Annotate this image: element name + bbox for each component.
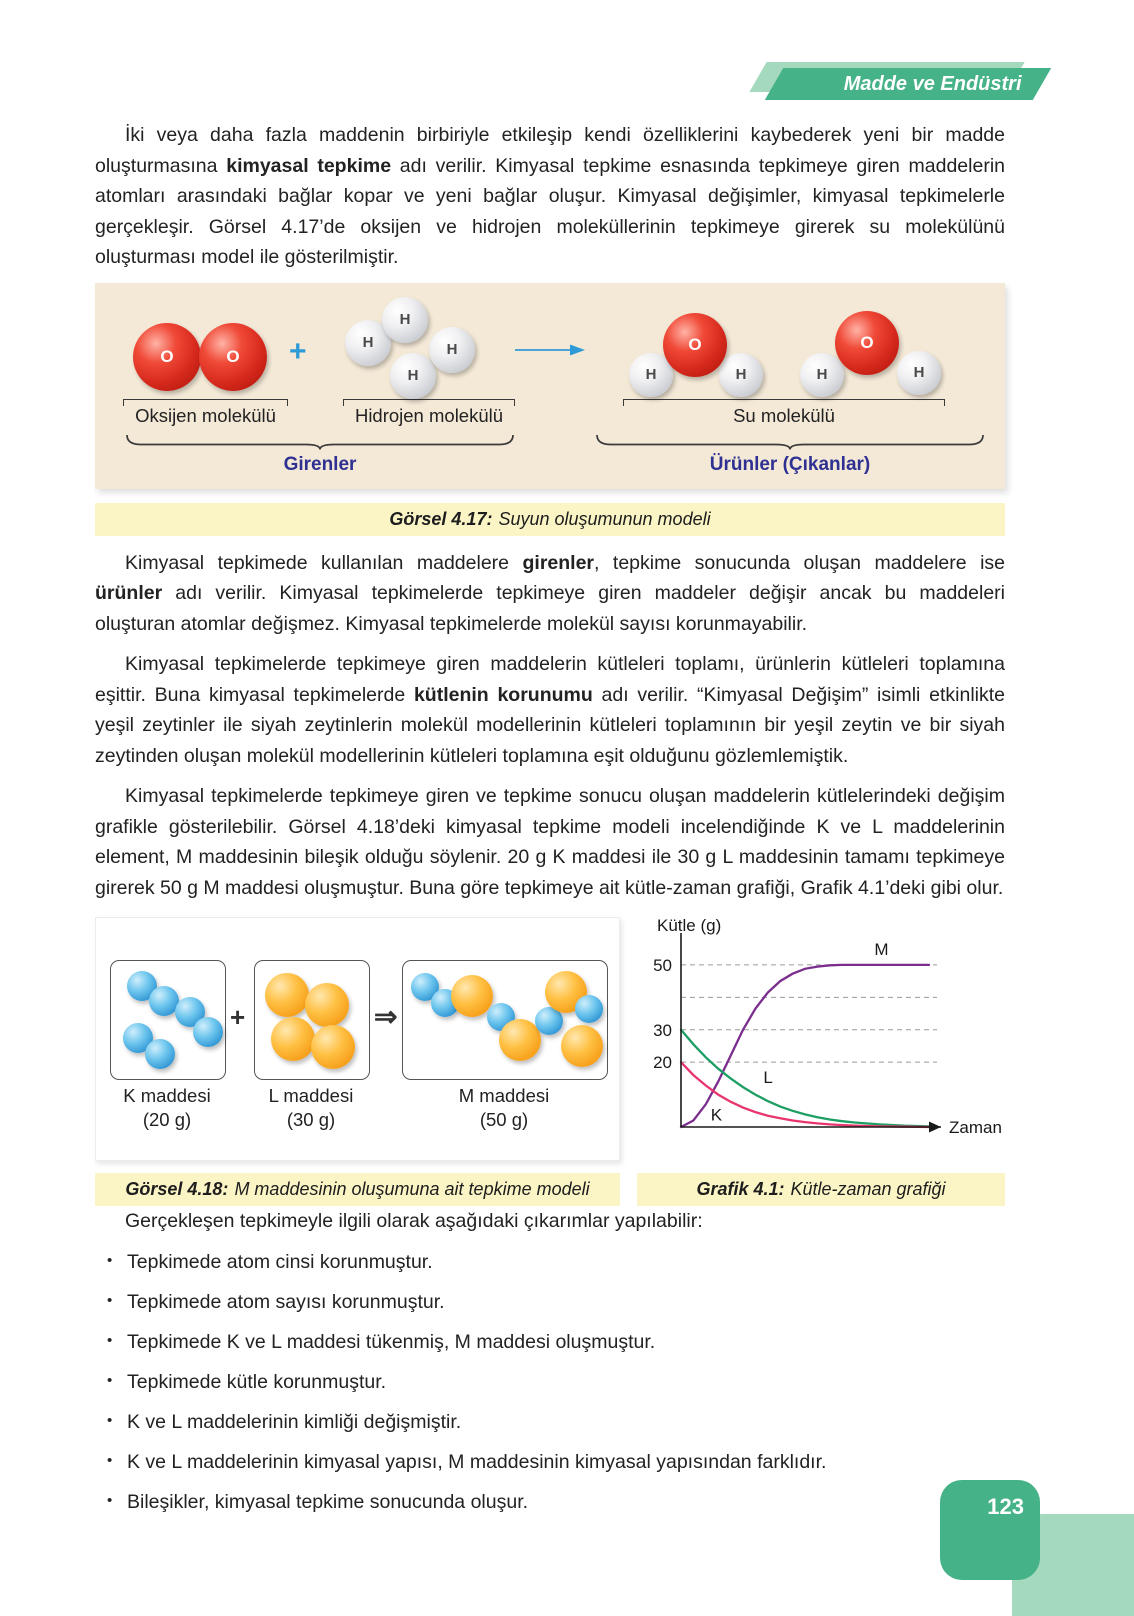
chart-x-axis-arrow xyxy=(929,1122,941,1133)
m-atom-orange xyxy=(451,975,493,1017)
k-atom xyxy=(145,1039,175,1069)
products-label: Ürünler (Çıkanlar) xyxy=(709,453,871,475)
captions-row xyxy=(95,1173,1005,1206)
oxygen-atom xyxy=(663,313,727,377)
oxygen-atom xyxy=(199,323,267,391)
water-molecule-label: Su molekülü xyxy=(733,404,835,426)
page-number-badge xyxy=(940,1480,1040,1580)
figure-4-18 xyxy=(95,917,620,1161)
bullet-item: • Tepkimede K ve L maddesi tükenmiş, M maddesi oluşmuştur. xyxy=(95,1331,1005,1354)
chart-x-axis-label: Zaman xyxy=(949,1118,1002,1137)
bullet-item: • K ve L maddelerinin kimliği değişmiştir. xyxy=(95,1411,1005,1434)
grafik-4-1 xyxy=(637,917,1005,1159)
atom-symbol: O xyxy=(688,334,702,354)
chart-series-label-L: L xyxy=(763,1068,773,1088)
substance-mass: (30 g) xyxy=(286,1109,336,1130)
atom-symbol: H xyxy=(362,334,374,351)
hydrogen-atom xyxy=(800,353,844,397)
inferences-intro: Gerçekleşen tepkimeyle ilgili olarak aşağıdaki çıkarımlar yapılabilir: xyxy=(125,1210,703,1232)
page-number: 123 xyxy=(987,1494,1024,1519)
page-content xyxy=(95,120,1005,1531)
reactants-label: Girenler xyxy=(283,453,357,475)
reactants-underbrace xyxy=(125,433,515,451)
chart-y-tick: 30 xyxy=(653,1020,672,1040)
substance-l-box xyxy=(254,960,370,1080)
caption-text: Suyun oluşumunun modeli xyxy=(498,508,711,529)
plus-sign: + xyxy=(289,334,307,368)
chart-series-M xyxy=(681,965,929,1127)
caption-text: Kütle-zaman grafiği xyxy=(790,1179,946,1199)
atom-symbol: O xyxy=(160,346,174,366)
bullet-item: • Tepkimede atom sayısı korunmuştur. xyxy=(95,1291,1005,1314)
k-atom xyxy=(193,1017,223,1047)
chart-series-label-K: K xyxy=(710,1105,723,1125)
caption-grafik-4-1 xyxy=(637,1173,1005,1206)
oxygen-atom xyxy=(835,311,899,375)
atom-symbol: H xyxy=(399,311,411,328)
substance-name: K maddesi xyxy=(123,1085,211,1106)
paragraph-3: Kimyasal tepkimelerde tepkimeye giren maddelerin kütleleri toplamı, ürünlerin kütleleri toplamına eşittir. Buna kimyasal tepkimelerde kütlenin korunumu adı verilir. “Kimyasal Değişim” isimli etkinlikte yeşil zeytinler ile siyah zeytinlerin molekül modellerinin kütleleri toplamının bir yeşil zeytin ve bir siyah zeytinden oluşan molekül modellerinin kütleleri toplamına eşit olduğunu gözlemlemiştik. xyxy=(95,653,1005,767)
bullet-item: • Tepkimede atom cinsi korunmuştur. xyxy=(95,1251,1005,1274)
bullet-item: • Tepkimede kütle korunmuştur. xyxy=(95,1371,1005,1394)
l-atom xyxy=(311,1025,355,1069)
paragraph-2: Kimyasal tepkimede kullanılan maddelere girenler, tepkime sonucunda oluşan maddelere ise ürünler adı verilir. Kimyasal tepkimelerde tepkimeye giren maddeler değişir ancak bu maddeleri oluşturan atomlar değişmez. Kimyasal tepkimelerde molekül sayısı korunmayabilir. xyxy=(95,551,1005,635)
figures-row xyxy=(95,917,1005,1161)
substance-k-box xyxy=(110,960,226,1080)
l-atom xyxy=(265,973,309,1017)
hydrogen-atom xyxy=(897,351,941,395)
chart-y-axis-label: Kütle (g) xyxy=(657,917,722,935)
caption-4-18 xyxy=(95,1173,620,1206)
m-atom-blue xyxy=(575,995,603,1023)
chapter-banner xyxy=(758,62,1042,100)
caption-label: Görsel 4.17: xyxy=(389,508,493,529)
bullet-item: • Bileşikler, kimyasal tepkime sonucunda oluşur. xyxy=(95,1491,1005,1514)
atom-symbol: H xyxy=(407,367,419,384)
paragraph-1: İki veya daha fazla maddenin birbiriyle etkileşip kendi özelliklerini kaybederek yeni bir madde oluşturmasına kimyasal tepkime adı verilir. Kimyasal tepkime esnasında tepkimeye giren maddelerin atomları arasındaki bağlar kopar ve yeni bağlar oluşur. Kimyasal değişimler, kimyasal tepkimelerle gerçekleşir. Görsel 4.17’de oksijen ve hidrojen moleküllerinin tepkimeye girerek su molekülünü oluşturması model ile gösterilmiştir. xyxy=(95,124,1005,268)
inferences-list xyxy=(95,1251,1005,1514)
chart-y-tick: 20 xyxy=(653,1053,672,1073)
m-atom-orange xyxy=(561,1025,603,1067)
substance-m-box xyxy=(402,960,608,1080)
chart-y-tick: 50 xyxy=(653,955,672,975)
atom-symbol: H xyxy=(816,366,828,383)
atom-symbol: H xyxy=(645,366,657,383)
caption-label: Grafik 4.1: xyxy=(696,1179,785,1199)
caption-label: Görsel 4.18: xyxy=(125,1179,229,1199)
figure-4-17 xyxy=(95,283,1005,489)
substance-name: L maddesi xyxy=(268,1085,354,1106)
oxygen-molecule-label: Oksijen molekülü xyxy=(135,404,276,426)
hydrogen-atom xyxy=(382,297,428,343)
caption-text: M maddesinin oluşumuna ait tepkime modeli xyxy=(234,1179,590,1199)
reaction-arrow-icon xyxy=(515,343,585,357)
hydrogen-molecule-label: Hidrojen molekülü xyxy=(354,404,504,426)
banner-shape xyxy=(765,68,1051,100)
yields-arrow: ⇒ xyxy=(374,1001,398,1032)
l-atom xyxy=(305,983,349,1027)
l-atom xyxy=(271,1017,315,1061)
bullet-item: • K ve L maddelerinin kimyasal yapısı, M maddesinin kimyasal yapısından farklıdır. xyxy=(95,1451,1005,1474)
hydrogen-atom xyxy=(719,353,763,397)
atom-symbol: O xyxy=(860,332,874,352)
caption-4-17 xyxy=(95,503,1005,536)
oxygen-atom xyxy=(133,323,201,391)
atom-symbol: H xyxy=(446,341,458,358)
substance-mass: (20 g) xyxy=(142,1109,192,1130)
substance-mass: (50 g) xyxy=(479,1109,529,1130)
mass-time-chart xyxy=(637,917,1005,1159)
atom-symbol: H xyxy=(913,364,925,381)
products-underbrace xyxy=(595,433,985,451)
atom-symbol: H xyxy=(735,366,747,383)
hydrogen-atom xyxy=(429,327,475,373)
plus-sign: + xyxy=(230,1002,246,1032)
l-label xyxy=(254,1084,368,1132)
substance-name: M maddesi xyxy=(458,1085,550,1106)
k-label xyxy=(110,1084,224,1132)
atom-symbol: O xyxy=(226,346,240,366)
chapter-title: Madde ve Endüstri xyxy=(844,72,1022,95)
chart-series-label-M: M xyxy=(874,940,889,960)
hydrogen-atom xyxy=(390,353,436,399)
m-label xyxy=(402,1084,606,1132)
paragraph-4: Kimyasal tepkimelerde tepkimeye giren ve tepkime sonucu oluşan maddelerin kütlelerindeki değişim grafikle gösterilebilir. Görsel 4.18’deki kimyasal tepkime modeli incelendiğinde K ve L maddelerinin element, M maddesinin bileşik olduğu söylenir. 20 g K maddesi ile 30 g L maddesinin tamamı tepkimeye girerek 50 g M maddesi oluşmuştur. Buna göre tepkimeye ait kütle-zaman grafiği, Grafik 4.1’deki gibi olur. xyxy=(95,785,1005,899)
